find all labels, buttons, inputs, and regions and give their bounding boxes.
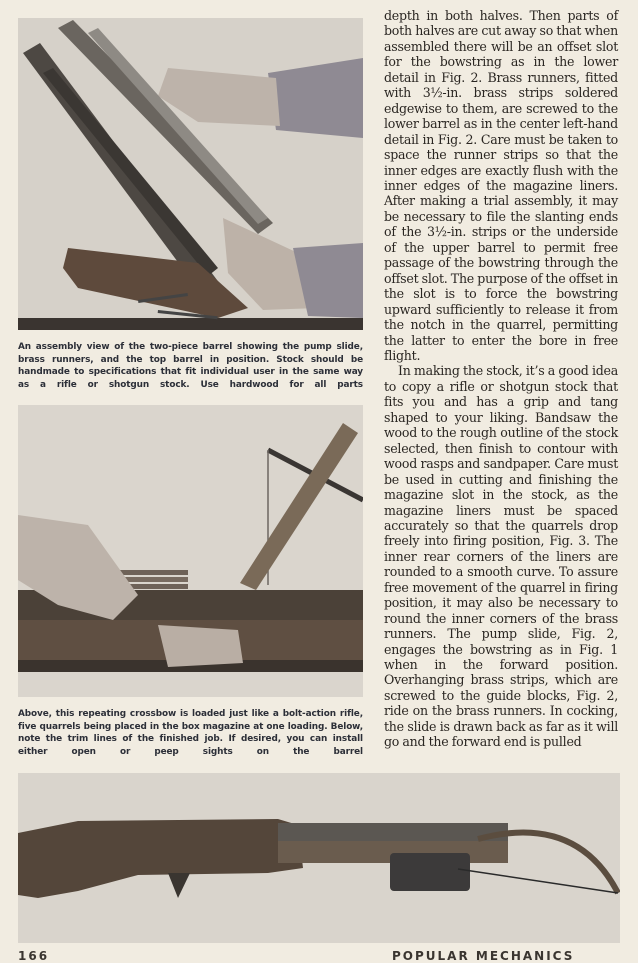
- photo-barrel-assembly: [18, 18, 363, 330]
- page-number: 166: [18, 949, 50, 963]
- loading-magazine-illustration: [18, 405, 363, 697]
- photo-finished-crossbow: [18, 773, 620, 943]
- magazine-name: POPULAR MECHANICS: [392, 949, 575, 963]
- caption-loading-magazine: Above, this repeating crossbow is loaded just like a bolt-action rifle, five quarrels being placed in the box magazine at one loading. Below, note the trim lines of the finished job. If desired, you can install either open or peep sights on the barrel: [18, 709, 363, 758]
- article-column: [384, 8, 618, 750]
- finished-crossbow-illustration: [18, 773, 620, 943]
- photo-loading-magazine: [18, 405, 363, 697]
- article-paragraph-1: depth in both halves. Then parts of both halves are cut away so that when assembled there will be an offset slot for the bowstring as in the lower detail in Fig. 2. Brass runners, fitted with 3½-in. brass strips soldered edgewise to them, are screwed to the lower barrel as in the center left-hand detail in Fig. 2. Care must be taken to space the runner strips so that the inner edges are exactly flush with the inner edges of the magazine liners. After making a trial assembly, it may be necessary to file the slanting ends of the 3½-in. strips or the underside of the upper barrel to permit free passage of the bowstring through the offset slot. The purpose of the offset in the slot is to force the bowstring upward sufficiently to release it from the notch in the quarrel, permitting the latter to enter the bore in free flight.: [384, 8, 618, 363]
- article-paragraph-2: In making the stock, it’s a good idea to copy a rifle or shotgun stock that fits you and has a grip and tang shaped to your liking. Bandsaw the wood to the rough outline of the stock selected, then finish to contour with wood rasps and sandpaper. Care must be used in cutting and finishing the magazine slot in the stock, as the magazine liners must be spaced accurately so that the quarrels drop freely into firing position, Fig. 3. The inner rear corners of the liners are rounded to a smooth curve. To assure free movement of the quarrel in firing position, it may also be necessary to round the inner corners of the brass runners. The pump slide, Fig. 2, engages the bowstring as in Fig. 1 when in the forward position. Overhanging brass strips, which are screwed to the guide blocks, Fig. 2, ride on the brass runners. In cocking, the slide is drawn back as far as it will go and the forward end is pulled: [384, 363, 618, 750]
- barrel-assembly-illustration: [18, 18, 363, 330]
- caption-barrel-assembly: An assembly view of the two-piece barrel showing the pump slide, brass runners, and the top barrel in position. Stock should be handmade to specifications that fit individual user in the same way as a rifle or shotgun stock. Use hardwood for all parts: [18, 342, 363, 391]
